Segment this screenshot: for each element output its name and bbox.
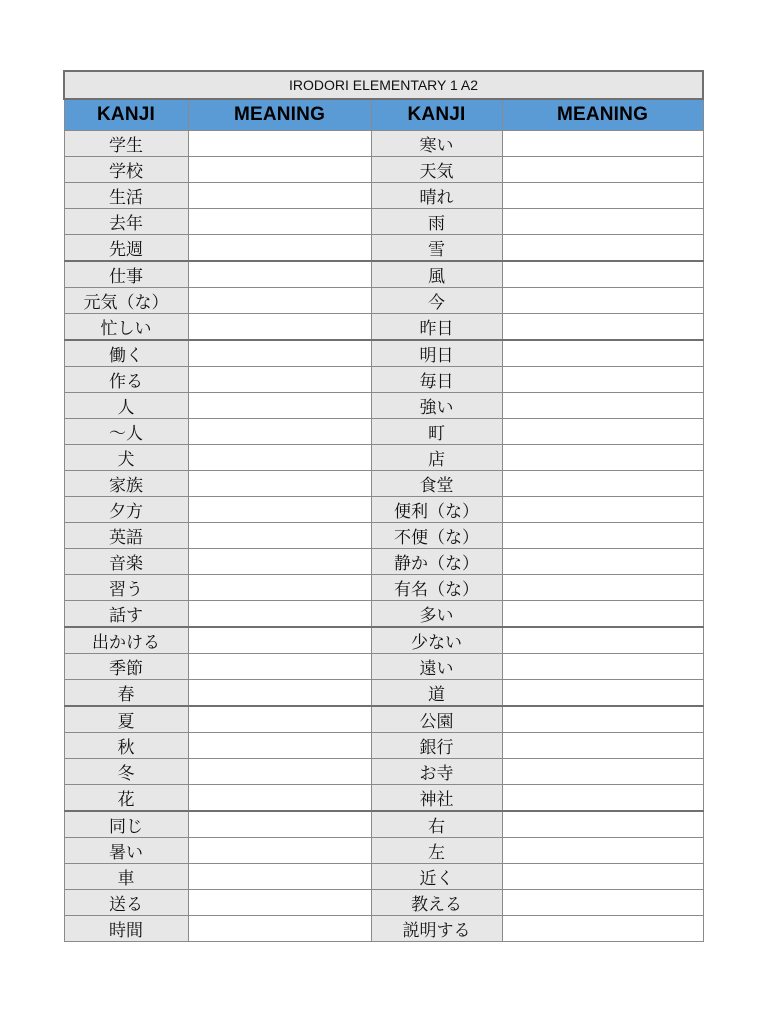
- kanji-cell-right: 毎日: [371, 367, 502, 393]
- table-row: [64, 183, 703, 209]
- table-row: [64, 419, 703, 445]
- meaning-cell-right[interactable]: [502, 627, 703, 654]
- header-meaning-left: MEANING: [188, 99, 371, 131]
- meaning-cell-left[interactable]: [188, 235, 371, 262]
- kanji-cell-left: 忙しい: [64, 314, 188, 341]
- meaning-cell-right[interactable]: [502, 549, 703, 575]
- meaning-cell-left[interactable]: [188, 314, 371, 341]
- kanji-cell-left: 花: [64, 785, 188, 812]
- header-row: [64, 99, 703, 131]
- kanji-cell-right: 寒い: [371, 131, 502, 157]
- meaning-cell-right[interactable]: [502, 419, 703, 445]
- meaning-cell-left[interactable]: [188, 733, 371, 759]
- sheet-title: IRODORI ELEMENTARY 1 A2: [64, 71, 703, 99]
- meaning-cell-right[interactable]: [502, 157, 703, 183]
- kanji-cell-right: 右: [371, 811, 502, 838]
- meaning-cell-left[interactable]: [188, 367, 371, 393]
- kanji-cell-right: お寺: [371, 759, 502, 785]
- kanji-cell-right: 昨日: [371, 314, 502, 341]
- kanji-cell-right: 教える: [371, 890, 502, 916]
- kanji-cell-left: 学校: [64, 157, 188, 183]
- meaning-cell-right[interactable]: [502, 367, 703, 393]
- kanji-cell-right: 晴れ: [371, 183, 502, 209]
- table-row: [64, 654, 703, 680]
- meaning-cell-right[interactable]: [502, 497, 703, 523]
- meaning-cell-left[interactable]: [188, 157, 371, 183]
- kanji-cell-left: 秋: [64, 733, 188, 759]
- kanji-cell-left: 季節: [64, 654, 188, 680]
- table-row: [64, 916, 703, 942]
- meaning-cell-left[interactable]: [188, 497, 371, 523]
- table-row: [64, 680, 703, 707]
- kanji-cell-right: 天気: [371, 157, 502, 183]
- meaning-cell-left[interactable]: [188, 445, 371, 471]
- kanji-cell-left: 働く: [64, 340, 188, 367]
- table-row: [64, 627, 703, 654]
- kanji-cell-left: 学生: [64, 131, 188, 157]
- kanji-cell-left: 人: [64, 393, 188, 419]
- meaning-cell-left[interactable]: [188, 549, 371, 575]
- meaning-cell-right[interactable]: [502, 706, 703, 733]
- meaning-cell-left[interactable]: [188, 680, 371, 707]
- kanji-cell-left: 暑い: [64, 838, 188, 864]
- table-row: [64, 759, 703, 785]
- kanji-cell-right: 便利（な）: [371, 497, 502, 523]
- vocabulary-table: [63, 70, 704, 942]
- table-row: [64, 523, 703, 549]
- table-row: [64, 131, 703, 157]
- meaning-cell-right[interactable]: [502, 445, 703, 471]
- kanji-cell-left: 生活: [64, 183, 188, 209]
- table-row: [64, 393, 703, 419]
- meaning-cell-left[interactable]: [188, 654, 371, 680]
- kanji-cell-right: 有名（な）: [371, 575, 502, 601]
- kanji-cell-right: 遠い: [371, 654, 502, 680]
- kanji-cell-right: 近く: [371, 864, 502, 890]
- meaning-cell-left[interactable]: [188, 393, 371, 419]
- kanji-cell-left: 去年: [64, 209, 188, 235]
- meaning-cell-left[interactable]: [188, 288, 371, 314]
- meaning-cell-right[interactable]: [502, 916, 703, 942]
- meaning-cell-left[interactable]: [188, 183, 371, 209]
- kanji-cell-left: 先週: [64, 235, 188, 262]
- kanji-cell-right: 雪: [371, 235, 502, 262]
- meaning-cell-right[interactable]: [502, 864, 703, 890]
- table-row: [64, 890, 703, 916]
- kanji-cell-right: 説明する: [371, 916, 502, 942]
- meaning-cell-right[interactable]: [502, 733, 703, 759]
- meaning-cell-left[interactable]: [188, 890, 371, 916]
- kanji-cell-left: 作る: [64, 367, 188, 393]
- meaning-cell-left[interactable]: [188, 575, 371, 601]
- kanji-cell-left: 春: [64, 680, 188, 707]
- kanji-cell-right: 今: [371, 288, 502, 314]
- meaning-cell-right[interactable]: [502, 288, 703, 314]
- table-row: [64, 157, 703, 183]
- meaning-cell-right[interactable]: [502, 471, 703, 497]
- table-row: [64, 811, 703, 838]
- meaning-cell-right[interactable]: [502, 183, 703, 209]
- meaning-cell-right[interactable]: [502, 601, 703, 628]
- meaning-cell-left[interactable]: [188, 419, 371, 445]
- kanji-cell-left: 家族: [64, 471, 188, 497]
- meaning-cell-right[interactable]: [502, 838, 703, 864]
- meaning-cell-left[interactable]: [188, 261, 371, 288]
- kanji-cell-left: 送る: [64, 890, 188, 916]
- kanji-cell-left: 冬: [64, 759, 188, 785]
- table-row: [64, 340, 703, 367]
- meaning-cell-left[interactable]: [188, 916, 371, 942]
- meaning-cell-right[interactable]: [502, 759, 703, 785]
- meaning-cell-right[interactable]: [502, 314, 703, 341]
- kanji-cell-left: 音楽: [64, 549, 188, 575]
- meaning-cell-right[interactable]: [502, 890, 703, 916]
- meaning-cell-left[interactable]: [188, 864, 371, 890]
- header-kanji-left: KANJI: [64, 99, 188, 131]
- kanji-cell-left: 同じ: [64, 811, 188, 838]
- table-row: [64, 261, 703, 288]
- kanji-cell-left: 習う: [64, 575, 188, 601]
- meaning-cell-right[interactable]: [502, 235, 703, 262]
- meaning-cell-left[interactable]: [188, 601, 371, 628]
- kanji-cell-right: 左: [371, 838, 502, 864]
- kanji-cell-left: 時間: [64, 916, 188, 942]
- kanji-cell-right: 店: [371, 445, 502, 471]
- kanji-cell-right: 神社: [371, 785, 502, 812]
- kanji-cell-left: 仕事: [64, 261, 188, 288]
- meaning-cell-right[interactable]: [502, 654, 703, 680]
- meaning-cell-right[interactable]: [502, 209, 703, 235]
- kanji-cell-right: 静か（な）: [371, 549, 502, 575]
- kanji-cell-left: 英語: [64, 523, 188, 549]
- table-row: [64, 785, 703, 812]
- kanji-cell-right: 風: [371, 261, 502, 288]
- meaning-cell-right[interactable]: [502, 785, 703, 812]
- kanji-cell-right: 銀行: [371, 733, 502, 759]
- meaning-cell-left[interactable]: [188, 471, 371, 497]
- table-row: [64, 471, 703, 497]
- table-row: [64, 575, 703, 601]
- table-row: [64, 209, 703, 235]
- kanji-cell-right: 公園: [371, 706, 502, 733]
- header-meaning-right: MEANING: [502, 99, 703, 131]
- kanji-cell-right: 強い: [371, 393, 502, 419]
- table-row: [64, 601, 703, 628]
- table-row: [64, 838, 703, 864]
- meaning-cell-left[interactable]: [188, 785, 371, 812]
- table-row: [64, 367, 703, 393]
- meaning-cell-right[interactable]: [502, 131, 703, 157]
- kanji-cell-right: 不便（な）: [371, 523, 502, 549]
- meaning-cell-right[interactable]: [502, 393, 703, 419]
- table-row: [64, 706, 703, 733]
- kanji-cell-right: 雨: [371, 209, 502, 235]
- kanji-cell-left: 犬: [64, 445, 188, 471]
- kanji-cell-right: 町: [371, 419, 502, 445]
- meaning-cell-left[interactable]: [188, 209, 371, 235]
- meaning-cell-right[interactable]: [502, 575, 703, 601]
- meaning-cell-right[interactable]: [502, 340, 703, 367]
- kanji-cell-left: 夏: [64, 706, 188, 733]
- kanji-cell-left: ～人: [64, 419, 188, 445]
- meaning-cell-left[interactable]: [188, 706, 371, 733]
- table-row: [64, 445, 703, 471]
- kanji-cell-right: 明日: [371, 340, 502, 367]
- meaning-cell-left[interactable]: [188, 627, 371, 654]
- kanji-cell-right: 少ない: [371, 627, 502, 654]
- meaning-cell-left[interactable]: [188, 838, 371, 864]
- table-row: [64, 864, 703, 890]
- meaning-cell-left[interactable]: [188, 523, 371, 549]
- table-row: [64, 733, 703, 759]
- kanji-cell-left: 話す: [64, 601, 188, 628]
- table-row: [64, 314, 703, 341]
- table-row: [64, 235, 703, 262]
- title-row: [64, 71, 703, 99]
- meaning-cell-left[interactable]: [188, 340, 371, 367]
- kanji-cell-right: 食堂: [371, 471, 502, 497]
- kanji-cell-right: 道: [371, 680, 502, 707]
- meaning-cell-right[interactable]: [502, 523, 703, 549]
- kanji-cell-left: 出かける: [64, 627, 188, 654]
- kanji-cell-left: 夕方: [64, 497, 188, 523]
- table-row: [64, 549, 703, 575]
- meaning-cell-left[interactable]: [188, 759, 371, 785]
- header-kanji-right: KANJI: [371, 99, 502, 131]
- kanji-cell-left: 車: [64, 864, 188, 890]
- kanji-cell-left: 元気（な）: [64, 288, 188, 314]
- meaning-cell-left[interactable]: [188, 811, 371, 838]
- kanji-cell-right: 多い: [371, 601, 502, 628]
- meaning-cell-right[interactable]: [502, 680, 703, 707]
- table-row: [64, 288, 703, 314]
- meaning-cell-right[interactable]: [502, 261, 703, 288]
- meaning-cell-left[interactable]: [188, 131, 371, 157]
- table-row: [64, 497, 703, 523]
- meaning-cell-right[interactable]: [502, 811, 703, 838]
